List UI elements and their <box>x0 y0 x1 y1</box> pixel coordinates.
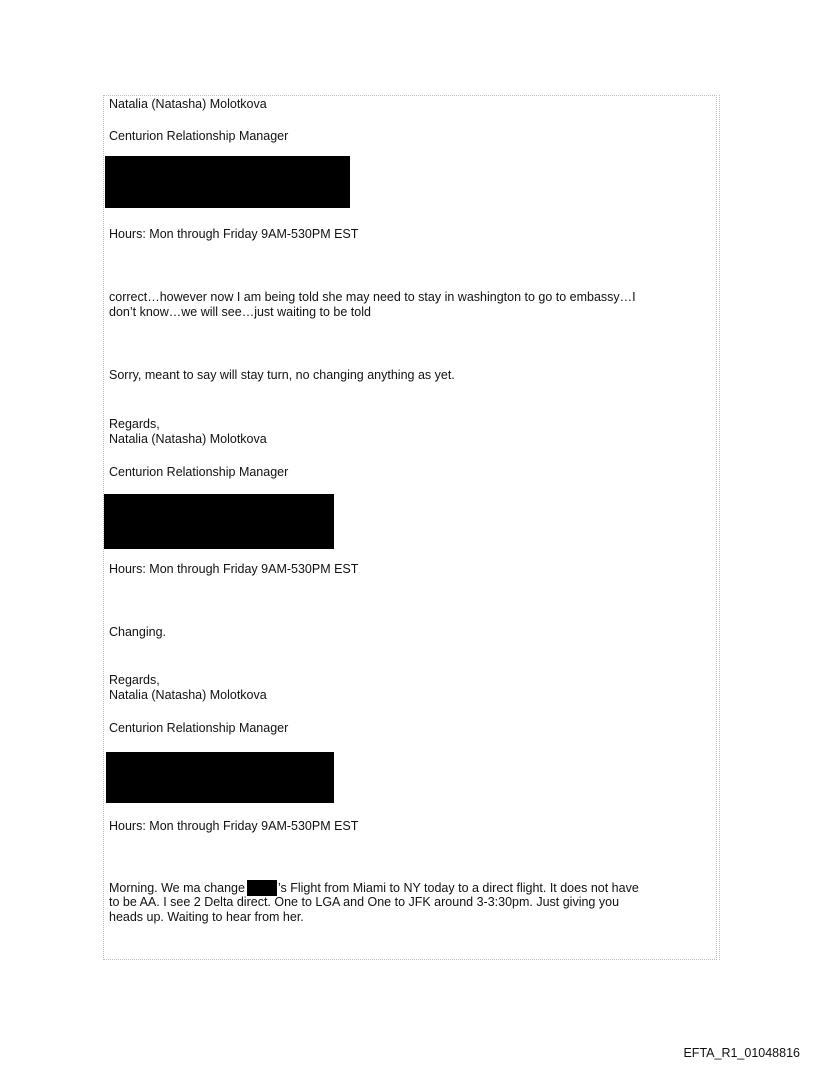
message-fragment: ’s Flight from Miami to NY today to a direct flight. It does not have <box>277 881 639 895</box>
message-text: Changing. <box>109 625 166 639</box>
redaction-box <box>104 494 334 549</box>
redaction-box <box>106 752 334 803</box>
message-line: correct…however now I am being told she may need to stay in washington to go to embassy…I <box>109 290 636 304</box>
message-text: Sorry, meant to say will stay turn, no changing anything as yet. <box>109 368 455 382</box>
sender-title: Centurion Relationship Manager <box>109 721 289 735</box>
redaction-box <box>105 156 350 208</box>
office-hours: Hours: Mon through Friday 9AM-530PM EST <box>109 819 359 833</box>
sender-name: Natalia (Natasha) Molotkova <box>109 432 267 446</box>
office-hours: Hours: Mon through Friday 9AM-530PM EST <box>109 562 359 576</box>
message-line: to be AA. I see 2 Delta direct. One to LGA and One to JFK around 3-3:30pm. Just giving you <box>109 895 620 909</box>
message-line: heads up. Waiting to hear from her. <box>109 910 304 924</box>
message-fragment: Morning. We ma change <box>109 881 245 895</box>
signature-regards: Regards, <box>109 417 160 431</box>
office-hours: Hours: Mon through Friday 9AM-530PM EST <box>109 227 359 241</box>
sender-title: Centurion Relationship Manager <box>109 465 289 479</box>
signature-regards: Regards, <box>109 673 160 687</box>
document-id: EFTA_R1_01048816 <box>683 1046 800 1060</box>
message-line: don’t know…we will see…just waiting to be told <box>109 305 371 319</box>
sender-name: Natalia (Natasha) Molotkova <box>109 688 267 702</box>
frame-divider <box>719 95 720 960</box>
sender-title: Centurion Relationship Manager <box>109 129 289 143</box>
inline-redaction <box>247 880 277 896</box>
message-line <box>109 880 639 896</box>
sender-name: Natalia (Natasha) Molotkova <box>109 97 267 111</box>
